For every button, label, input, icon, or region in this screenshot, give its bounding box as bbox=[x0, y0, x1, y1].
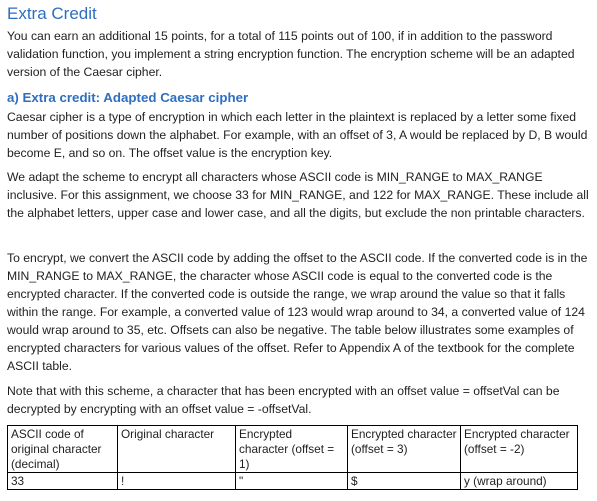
page-heading: Extra Credit bbox=[7, 4, 97, 23]
table-cell: " bbox=[236, 473, 348, 490]
paragraph-caesar-definition: Caesar cipher is a type of encryption in which each letter in the plaintext is replaced by a letter some fixed number of positions down the alphabet. For example, with an offset of 3, A would be replaced by D, B would become E, and so on. The offset value is the encryption key. bbox=[7, 110, 588, 160]
intro-paragraph: You can earn an additional 15 points, for a total of 115 points out of 100, if in addition to the password validation function, you implement a string encryption function. The encryption scheme will be an adapted version of the Caesar cipher. bbox=[7, 29, 575, 79]
table-cell: $ bbox=[348, 473, 461, 490]
table-header-cell: Original character bbox=[118, 426, 236, 473]
table-cell: y (wrap around) bbox=[461, 473, 578, 490]
paragraph-encryption-method: To encrypt, we convert the ASCII code by adding the offset to the ASCII code. If the converted code is in the MIN_RANGE to MAX_RANGE, the character whose ASCII code is equal to the converted code is the encrypted character. If the converted code is outside the range, we wrap around the value so that it falls within the range. For example, a converted value of 123 would wrap around to 34, a converted value of 124 would wrap around to 35, etc. Offsets can also be negative. The table below illustrates some examples of encrypted characters for various values of the offset. Refer to Appendix A of the textbook for the complete ASCII table. bbox=[7, 251, 588, 373]
table-header-cell: Encrypted character (offset = 3) bbox=[348, 426, 461, 473]
table-cell: 33 bbox=[8, 473, 118, 490]
table-header-cell: Encrypted character (offset = 1) bbox=[236, 426, 348, 473]
table-header-cell: Encrypted character (offset = -2) bbox=[461, 426, 578, 473]
encryption-example-table bbox=[7, 425, 578, 490]
section-heading: a) Extra credit: Adapted Caesar cipher bbox=[7, 90, 249, 105]
paragraph-decryption-note: Note that with this scheme, a character that has been encrypted with an offset value = offsetVal can be decrypted by encrypting with an offset value = -offsetVal. bbox=[7, 384, 560, 416]
table-row bbox=[8, 473, 578, 490]
table-header-cell: ASCII code of original character (decimal) bbox=[8, 426, 118, 473]
paragraph-range-scheme: We adapt the scheme to encrypt all characters whose ASCII code is MIN_RANGE to MAX_RANGE inclusive. For this assignment, we choose 33 for MIN_RANGE, and 122 for MAX_RANGE. These include all the alphabet letters, upper case and lower case, and all the digits, but exclude the non printable characters. bbox=[7, 170, 589, 220]
table-cell: ! bbox=[118, 473, 236, 490]
table-header-row bbox=[8, 426, 578, 473]
